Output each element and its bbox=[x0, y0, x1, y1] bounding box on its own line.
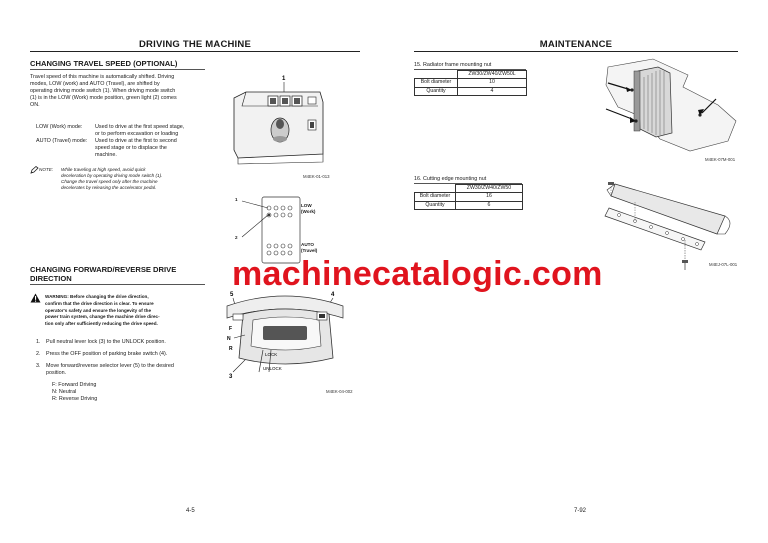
lever-label-f: F bbox=[229, 326, 233, 332]
right-header-rule bbox=[414, 51, 738, 52]
table-16-row-label: Quantity bbox=[415, 201, 456, 209]
fwd-rev-title: CHANGING FORWARD/REVERSE DRIVE DIRECTION bbox=[30, 265, 177, 283]
table-16-row-value: 6 bbox=[456, 201, 523, 209]
unlock-label: UNLOCK bbox=[263, 366, 282, 371]
note-text: While traveling at high speed, avoid quick deceleration by operating driving mode switch (1). Change the travel speed only after the machine decelerates by releasing the accelerator pedal. bbox=[61, 167, 163, 190]
switch-callout-1: 1 bbox=[235, 197, 238, 202]
lever-label-r: R bbox=[229, 346, 233, 352]
step-2-text: Press the OFF position of parking brake switch (4). bbox=[46, 351, 168, 357]
lever-positions-list: F: Forward Driving N: Neutral R: Reverse Driving bbox=[52, 382, 98, 402]
steering-column-figure bbox=[225, 288, 345, 383]
mode-low-description: Used to drive at the first speed stage, or to perform excavation or loading bbox=[95, 124, 185, 137]
warning-text: WARNING: Before changing the drive direction, confirm that the drive direction is clear. To ensure operator's safety and ensure the longevity of the power train system, change the machine drive direc- tion only after sufficiently reducing the drive speed. bbox=[45, 294, 160, 327]
table-15-title: 15. Radiator frame mounting nut bbox=[414, 62, 492, 68]
console-callout-1: 1 bbox=[282, 76, 286, 82]
travel-speed-paragraph: Travel speed of this machine is automatically shifted. Driving modes, LOW (work) and AUTO (Travel), are shifted by operating driving mode switch (1). When driving mode switch (1) is in the LOW (Work) mode position, green light (2) comes ON. bbox=[30, 74, 177, 108]
steering-callout-5: 5 bbox=[230, 292, 234, 298]
lock-label: LOCK bbox=[265, 352, 278, 357]
table-16-row-value: 16 bbox=[456, 193, 523, 201]
radiator-figure-caption: M4EK-07M-001 bbox=[705, 157, 736, 162]
step-2-number: 2. bbox=[36, 351, 41, 357]
table-15-row-label: Quantity bbox=[415, 87, 458, 95]
table-16-row-label: Bolt diameter bbox=[415, 193, 456, 201]
radiator-nut-table bbox=[414, 70, 527, 96]
mode-auto-label: AUTO (Travel) mode: bbox=[36, 138, 88, 144]
table-15-row-value: 10 bbox=[458, 79, 527, 87]
control-console-figure bbox=[228, 72, 328, 170]
left-page-header: DRIVING THE MACHINE bbox=[139, 39, 251, 50]
table-15-row-label: Bolt diameter bbox=[415, 79, 458, 87]
step-1-number: 1. bbox=[36, 339, 41, 345]
step-3-text: Move forward/reverse selector lever (5) to the desired position. bbox=[46, 363, 174, 376]
steering-figure-caption: M4EK-04-002 bbox=[326, 389, 353, 394]
radiator-frame-figure bbox=[598, 57, 738, 152]
fwd-rev-title-rule bbox=[30, 284, 205, 285]
steering-callout-3: 3 bbox=[229, 374, 233, 380]
table-15-model: ZW30/ZW40/ZW50L bbox=[458, 71, 527, 79]
lever-label-n: N bbox=[227, 336, 231, 342]
table-16-model: ZW30/ZW40/ZW50 bbox=[456, 185, 523, 193]
note-label: NOTE: bbox=[39, 167, 54, 172]
console-figure-caption: M4EK-01-013 bbox=[303, 174, 330, 179]
travel-speed-title-rule bbox=[30, 69, 205, 70]
switch-auto-label: AUTO (Travel) bbox=[301, 242, 318, 253]
step-1-text: Pull neutral lever lock (3) to the UNLOCK position. bbox=[46, 339, 166, 345]
mode-auto-description: Used to drive at the first to second speed stage or to displace the machine. bbox=[95, 138, 177, 158]
left-header-rule bbox=[30, 51, 360, 52]
warning-triangle-icon bbox=[30, 293, 41, 303]
step-3-number: 3. bbox=[36, 363, 41, 369]
note-pencil-icon bbox=[30, 166, 39, 174]
steering-callout-4: 4 bbox=[331, 292, 335, 298]
travel-speed-title: CHANGING TRAVEL SPEED (OPTIONAL) bbox=[30, 59, 178, 68]
switch-callout-2: 2 bbox=[235, 235, 238, 240]
mode-low-label: LOW (Work) mode: bbox=[36, 124, 83, 130]
right-page-number: 7-92 bbox=[574, 508, 587, 514]
switch-low-label: LOW (Work) bbox=[301, 203, 316, 214]
cutting-edge-nut-table bbox=[414, 184, 523, 210]
table-16-title: 16. Cutting edge mounting nut bbox=[414, 176, 487, 182]
table-15-row-value: 4 bbox=[458, 87, 527, 95]
cutting-edge-figure bbox=[585, 178, 738, 273]
right-page-header: MAINTENANCE bbox=[539, 39, 613, 50]
left-page-number: 4-5 bbox=[186, 508, 195, 514]
watermark-text: machinecatalogic.com bbox=[232, 255, 603, 293]
cutting-edge-figure-caption: M4EJ-07L-001 bbox=[709, 262, 738, 267]
